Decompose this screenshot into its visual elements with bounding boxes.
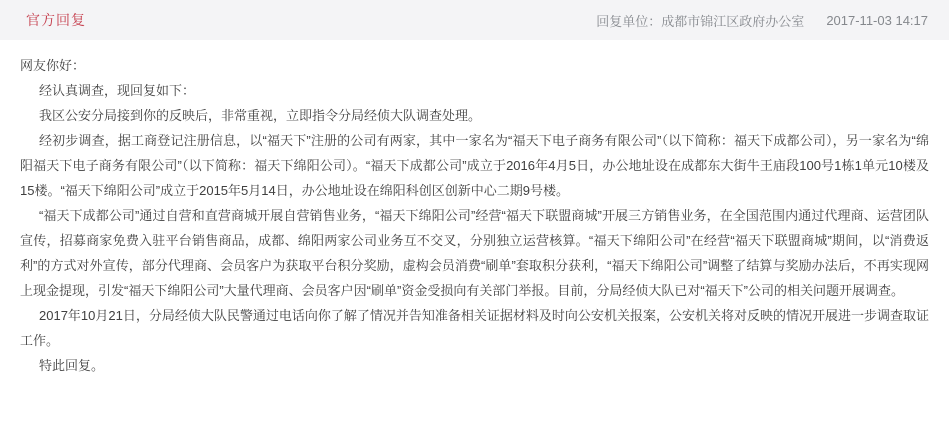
reply-unit-value: 成都市锦江区政府办公室 — [661, 13, 805, 29]
reply-paragraph: 我区公安分局接到你的反映后，非常重视，立即指令分局经侦大队调查处理。 — [39, 108, 482, 123]
reply-unit — [596, 11, 804, 30]
reply-timestamp: 2017-11-03 14:17 — [826, 12, 928, 28]
reply-greeting: 网友你好： — [20, 58, 86, 73]
reply-paragraph: 特此回复。 — [39, 358, 105, 373]
reply-title: 官方回复 — [26, 12, 86, 28]
reply-paragraph: 2017年10月21日，分局经侦大队民警通过电话向你了解了情况并告知准备相关证据材料及时向公安机关报案，公安机关将对反映的情况开展进一步调查取证工作。 — [20, 308, 929, 348]
reply-unit-label: 回复单位： — [596, 13, 662, 29]
reply-paragraph: 经认真调查，现回复如下： — [39, 83, 196, 98]
reply-paragraph: 经初步调查，据工商登记注册信息，以“福天下”注册的公司有两家，其中一家名为“福天下电子商务有限公司”（以下简称：福天下成都公司），另一家名为“绵阳福天下电子商务有限公司”（以下简称：福天下绵阳公司）。“福天下成都公司”成立于2016年4月5日，办公地址设在成都东大街牛王庙段100号1栋1单元10楼及15楼。“福天下绵阳公司”成立于2015年5月14日，办公地址设在绵阳科创区创新中心二期9号楼。 — [20, 133, 929, 198]
reply-paragraph: “福天下成都公司”通过自营和直营商城开展自营销售业务，“福天下绵阳公司”经营“福天下联盟商城”开展三方销售业务，在全国范围内通过代理商、运营团队宣传，招募商家免费入驻平台销售商品，成都、绵阳两家公司业务互不交叉，分别独立运营核算。“福天下绵阳公司”在经营“福天下联盟商城”期间，以“消费返利”的方式对外宣传，部分代理商、会员客户为获取平台积分奖励，虚构会员消费“刷单”套取积分获利，“福天下绵阳公司”调整了结算与奖励办法后，不再实现网上现金提现，引发“福天下绵阳公司”大量代理商、会员客户因“刷单”资金受损向有关部门举报。目前，分局经侦大队已对“福天下”公司的相关问题开展调查。 — [20, 208, 929, 298]
reply-content — [0, 40, 949, 378]
reply-header — [0, 0, 949, 40]
reply-meta — [596, 11, 928, 30]
reply-paragraphs — [20, 78, 929, 378]
